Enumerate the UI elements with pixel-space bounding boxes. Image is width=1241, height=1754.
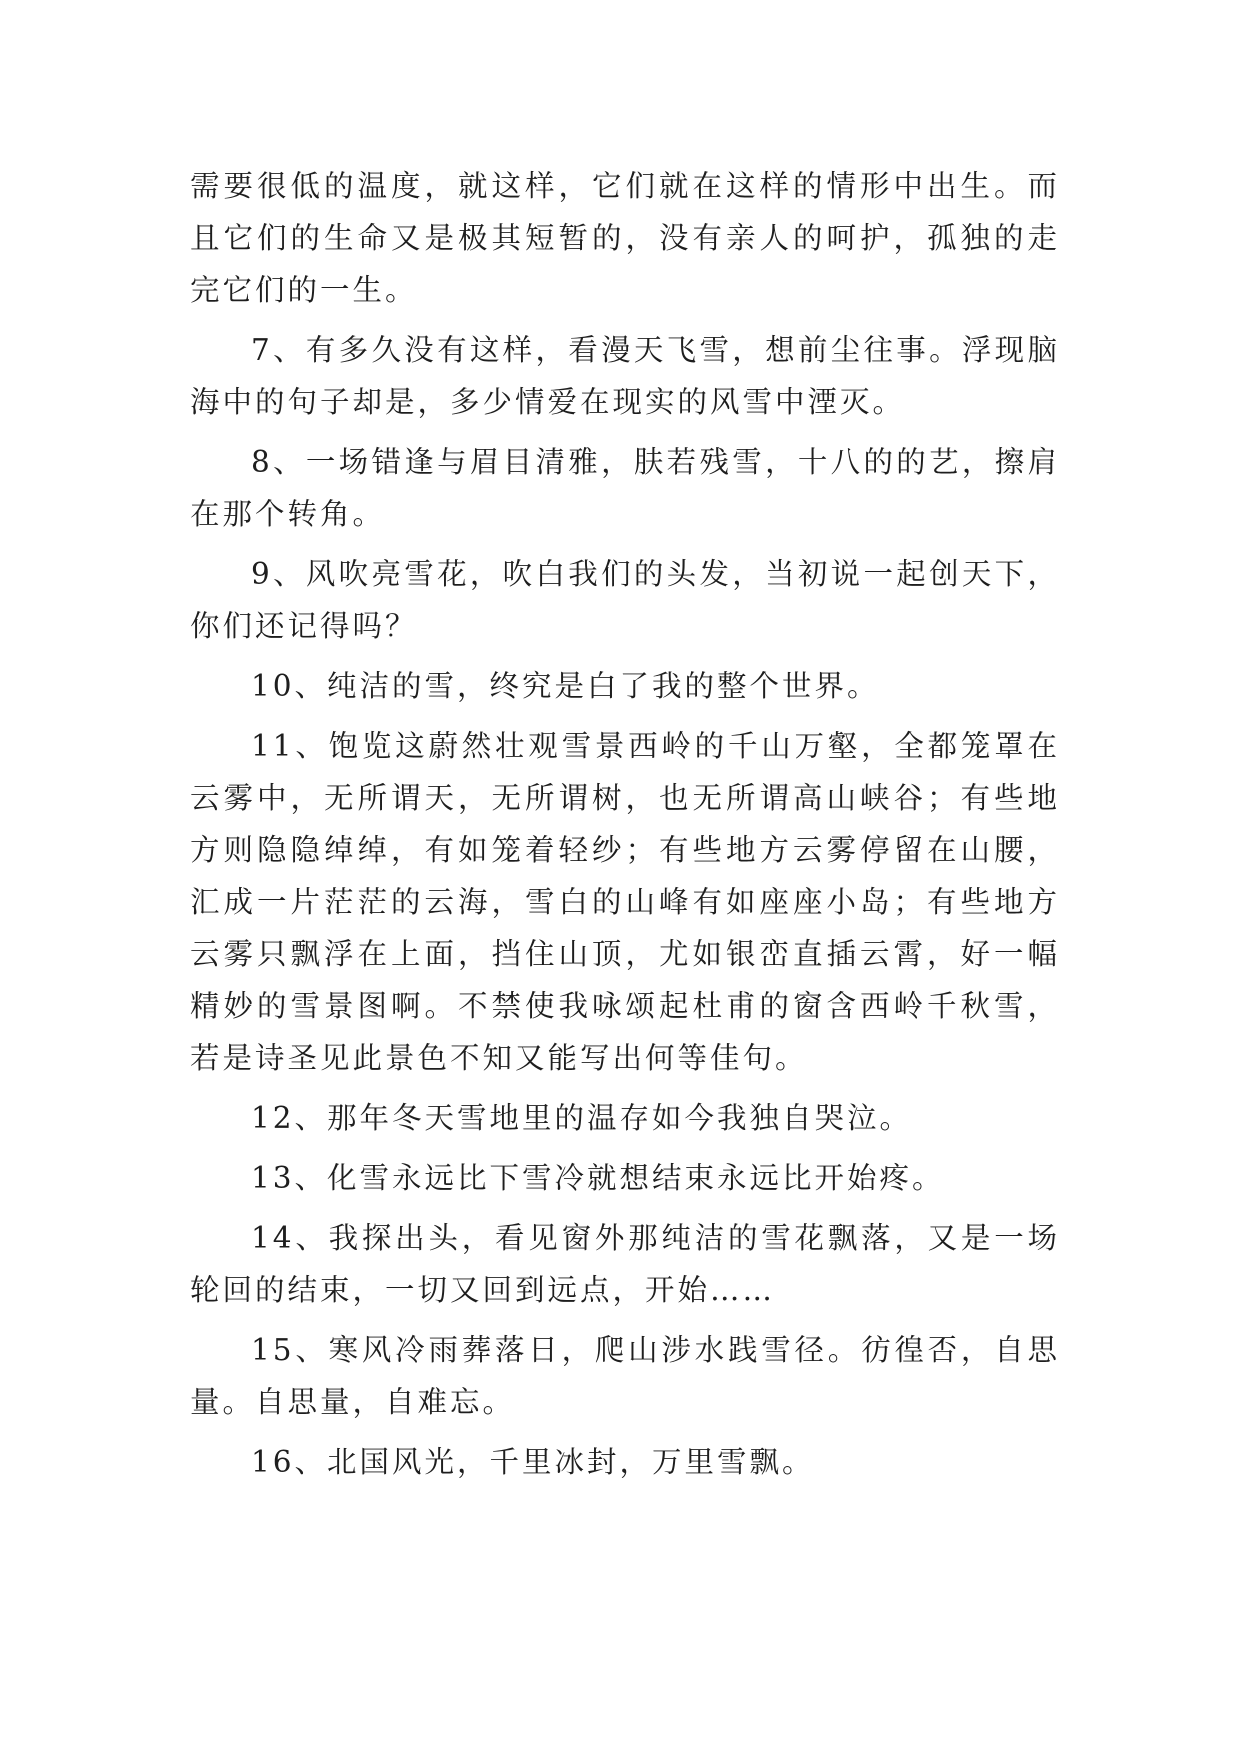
paragraph-item-10: 10、纯洁的雪，终究是白了我的整个世界。 [251, 669, 880, 703]
paragraph-item-14: 14、我探出头，看见窗外那纯洁的雪花飘落，又是一场轮回的结束，一切又回到远点，开始…… [190, 1221, 1060, 1307]
document-body [190, 160, 1060, 1496]
paragraph-continuation: 需要很低的温度，就这样，它们就在这样的情形中出生。而且它们的生命又是极其短暂的，没有亲人的呵护，孤独的走完它们的一生。 [190, 169, 1060, 307]
paragraph-item-16: 16、北国风光，千里冰封，万里雪飘。 [251, 1445, 815, 1479]
paragraph-item-7: 7、有多久没有这样，看漫天飞雪，想前尘往事。浮现脑海中的句子却是，多少情爱在现实的风雪中湮灭。 [190, 333, 1060, 419]
paragraph-item-12: 12、那年冬天雪地里的温存如今我独自哭泣。 [251, 1101, 913, 1135]
paragraph-item-11: 11、饱览这蔚然壮观雪景西岭的千山万壑，全都笼罩在云雾中，无所谓天，无所谓树，也无所谓高山峡谷；有些地方则隐隐绰绰，有如笼着轻纱；有些地方云雾停留在山腰，汇成一片茫茫的云海，雪白的山峰有如座座小岛；有些地方云雾只飘浮在上面，挡住山顶，尤如银峦直插云霄，好一幅精妙的雪景图啊。不禁使我咏颂起杜甫的窗含西岭千秋雪，若是诗圣见此景色不知又能写出何等佳句。 [190, 729, 1060, 1075]
paragraph-item-15: 15、寒风冷雨葬落日，爬山涉水践雪径。彷徨否，自思量。自思量，自难忘。 [190, 1333, 1060, 1419]
paragraph-item-9: 9、风吹亮雪花，吹白我们的头发，当初说一起创天下，你们还记得吗？ [190, 557, 1060, 643]
paragraph-item-8: 8、一场错逢与眉目清雅，肤若残雪，十八的的艺，擦肩在那个转角。 [190, 445, 1060, 531]
paragraph-item-13: 13、化雪永远比下雪冷就想结束永远比开始疼。 [251, 1161, 945, 1195]
